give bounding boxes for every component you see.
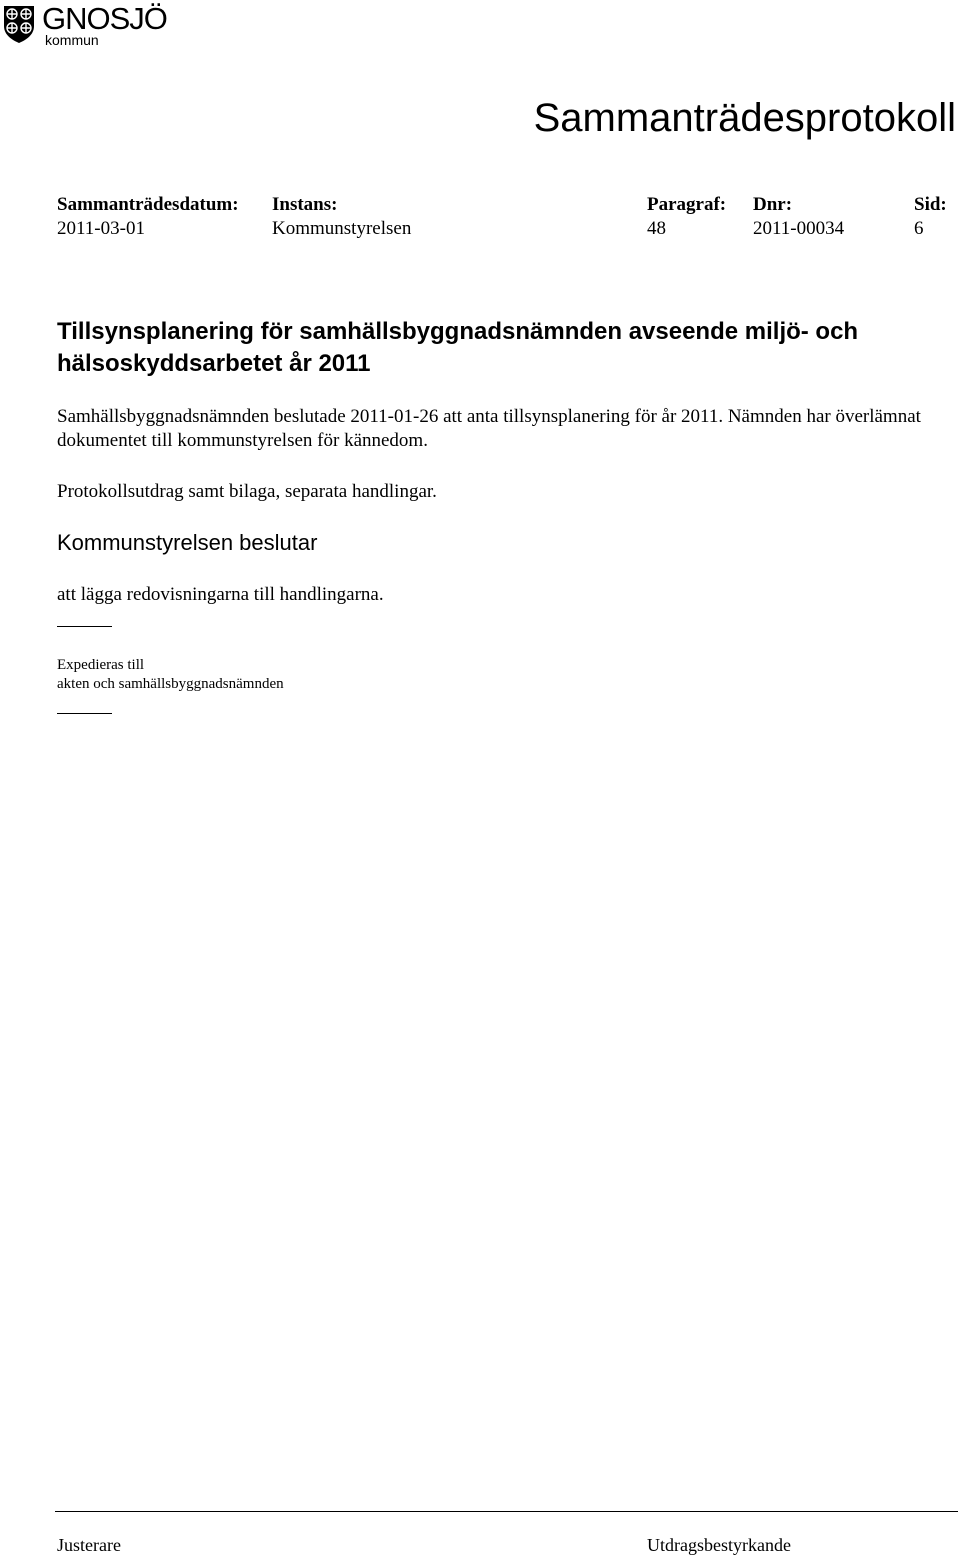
meeting-date-block (57, 193, 239, 241)
decision-text: att lägga redovisningarna till handlingarna. (57, 584, 384, 605)
divider (57, 626, 112, 627)
background-paragraph: Samhällsbyggnadsnämnden beslutade 2011-01-26 att anta tillsynsplanering för år 2011. Nämnden har överlämnat dokumentet till kommunstyrelsen för kännedom. (57, 406, 921, 451)
document-title: Sammanträdesprotokoll (533, 96, 956, 140)
meeting-date-label: Sammanträdesdatum: (57, 194, 239, 215)
footer-divider (55, 1511, 958, 1512)
footer-certification-label: Utdragsbestyrkande (647, 1535, 791, 1555)
section-heading: Tillsynsplanering för samhällsbyggnadsnämnden avseende miljö- och hälsoskyddsarbetet år 2011 (57, 318, 859, 377)
distribution-label: Expedieras till (57, 657, 145, 673)
footer-adjuster-label: Justerare (57, 1535, 121, 1555)
instance-value: Kommunstyrelsen (272, 218, 412, 239)
paragraph-value: 48 (647, 218, 666, 239)
dnr-value: 2011-00034 (753, 218, 845, 239)
municipality-logo (2, 1, 174, 48)
gnosjo-coat-of-arms-icon (2, 4, 36, 44)
paragraph-label: Paragraf: (647, 194, 727, 215)
dnr-block (753, 193, 844, 241)
paragraph-block (647, 193, 726, 241)
meeting-date-value: 2011-03-01 (57, 218, 145, 239)
page-number-label: Sid: (914, 194, 947, 215)
logo-name: GNOSJÖ (42, 1, 167, 36)
dnr-label: Dnr: (753, 194, 793, 215)
logo-subtitle: kommun (45, 32, 99, 48)
decision-heading: Kommunstyrelsen beslutar (57, 530, 318, 555)
divider (57, 713, 112, 714)
distribution-recipients: akten och samhällsbyggnadsnämnden (57, 676, 284, 692)
distribution-block (57, 656, 284, 694)
instance-block (272, 193, 411, 241)
page-number-block (914, 193, 947, 241)
attachments-paragraph: Protokollsutdrag samt bilaga, separata handlingar. (57, 481, 437, 502)
page-number-value: 6 (914, 218, 924, 239)
instance-label: Instans: (272, 194, 338, 215)
